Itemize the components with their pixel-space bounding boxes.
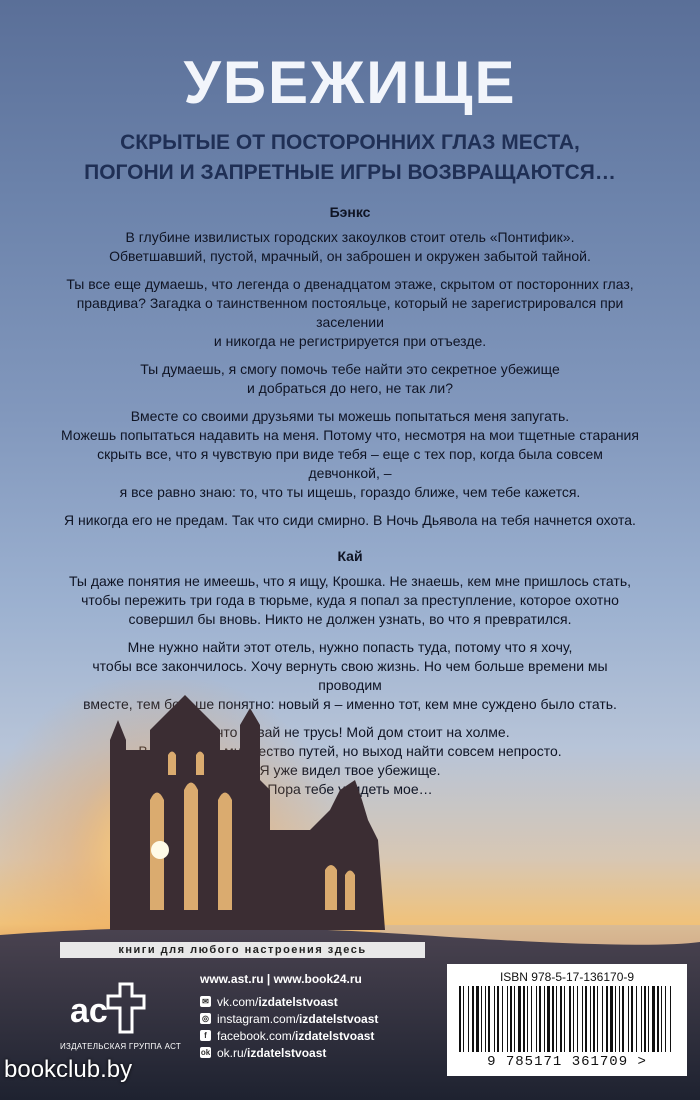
barcode-bar [593, 986, 595, 1052]
watermark: bookclub.by [4, 1056, 133, 1083]
barcode-bar [597, 986, 598, 1052]
vk-icon: ✉ [200, 996, 211, 1007]
blurb-line: совершил бы вновь. Никто не должен узнать, во что я превратился. [128, 611, 572, 627]
isbn-text: ISBN 978-5-17-136170-9 [499, 970, 635, 984]
blurb-line: Вместе со своими друзьями ты можешь попытаться меня запугать. [130, 408, 570, 424]
blurb-line: чтобы пережить три года в тюрьме, куда я попал за преступление, которое охотно [81, 592, 619, 608]
barcode-bar [502, 986, 503, 1052]
social-handle: izdatelstvoast [299, 1011, 379, 1026]
barcode-bar [518, 986, 521, 1052]
blurb-line: чтобы все закончилось. Хочу вернуть свою жизнь. Но чем больше времени мы [92, 658, 608, 674]
barcode-bar [652, 986, 655, 1052]
barcode-bar [523, 986, 525, 1052]
barcode-bar [485, 986, 486, 1052]
social-link-facebook[interactable] [200, 1027, 430, 1044]
blurb-paragraph [60, 407, 640, 502]
blurb-line: Можешь попытаться надавить на меня. Потому что, несмотря на мои тщетные старания [61, 427, 639, 443]
barcode [459, 986, 675, 1052]
barcode-panel [447, 964, 687, 1076]
instagram-icon: ◎ [200, 1013, 211, 1024]
blurb-paragraph [60, 360, 640, 398]
barcode-bar [472, 986, 474, 1052]
logo-text: ac [70, 992, 108, 1030]
blurb-line: скрыть все, что я чувствую при виде тебя – еще с тех пор, когда была совсем девчонкой, – [97, 446, 603, 481]
subtitle-line: ПОГОНИ И ЗАПРЕТНЫЕ ИГРЫ ВОЗВРАЩАЮТСЯ… [84, 161, 616, 184]
barcode-bar [569, 986, 571, 1052]
barcode-bar [497, 986, 499, 1052]
barcode-bar [615, 986, 616, 1052]
barcode-bar [670, 986, 671, 1052]
subtitle-line: СКРЫТЫЕ ОТ ПОСТОРОННИХ ГЛАЗ МЕСТА, [120, 131, 580, 154]
barcode-bar [556, 986, 557, 1052]
barcode-bar [628, 986, 629, 1052]
section-heading-banks: Бэнкс [329, 204, 371, 220]
barcode-bar [527, 986, 528, 1052]
barcode-bar [468, 986, 469, 1052]
barcode-bar [606, 986, 608, 1052]
publisher-caption: ИЗДАТЕЛЬСКАЯ ГРУППА АСТ [60, 1042, 182, 1051]
barcode-bar [560, 986, 562, 1052]
social-link-vk[interactable] [200, 993, 430, 1010]
barcode-bar [622, 986, 624, 1052]
blurb-line: и добраться до него, не так ли? [246, 380, 454, 396]
subtitle [0, 128, 700, 188]
blurb-line: Я никогда его не предам. Так что сиди смирно. В Ночь Дьявола на тебя начнется охота. [64, 512, 636, 528]
blurb-paragraph [60, 572, 640, 629]
barcode-bar [585, 986, 587, 1052]
barcode-bar [577, 986, 578, 1052]
facebook-icon: f [200, 1030, 211, 1041]
websites[interactable]: www.ast.ru | www.book24.ru [200, 972, 362, 986]
barcode-bar [544, 986, 545, 1052]
blurb-line: Ты думаешь, я смогу помочь тебе найти это секретное убежище [140, 361, 560, 377]
barcode-bar [536, 986, 537, 1052]
tagline-strip: книги для любого настроения здесь [60, 942, 425, 958]
social-handle: izdatelstvoast [295, 1028, 375, 1043]
barcode-bar [507, 986, 508, 1052]
social-prefix: instagram.com/ [217, 1011, 300, 1026]
barcode-bar [539, 986, 541, 1052]
blurb-line: и никогда не регистрируется при отъезде. [213, 333, 487, 349]
blurb-line: Ты все еще думаешь, что легенда о двенадцатом этаже, скрытом от посторонних глаз, [66, 276, 634, 292]
barcode-bar [573, 986, 574, 1052]
barcode-bar [602, 986, 603, 1052]
barcode-bar [665, 986, 666, 1052]
social-link-ok[interactable] [200, 1044, 430, 1061]
barcode-bar [631, 986, 633, 1052]
social-prefix: facebook.com/ [217, 1028, 296, 1043]
barcode-bar [494, 986, 495, 1052]
ast-logo [68, 978, 148, 1038]
odnoklassniki-icon: ok [200, 1048, 211, 1057]
barcode-number: 9 785171 361709 > [487, 1054, 647, 1070]
barcode-bar [481, 986, 482, 1052]
blurb-line: В глубине извилистых городских закоулков стоит отель «Понтифик». [125, 229, 575, 245]
barcode-bar [510, 986, 512, 1052]
barcode-bar [610, 986, 613, 1052]
social-link-instagram[interactable] [200, 1010, 430, 1027]
blurb-line: Мне нужно найти этот отель, нужно попасть туда, потому что я хочу, [127, 639, 573, 655]
barcode-bar [636, 986, 637, 1052]
barcode-bar [648, 986, 649, 1052]
barcode-bar [582, 986, 583, 1052]
blurb-line: Обветшавший, пустой, мрачный, он заброшен и окружен забытой тайной. [109, 248, 591, 264]
blurb-line: правдива? Загадка о таинственном постояльце, который не зарегистрировался при заселении [76, 295, 624, 330]
barcode-bar [661, 986, 662, 1052]
barcode-bar [463, 986, 464, 1052]
barcode-bar [547, 986, 550, 1052]
section-heading-kai: Кай [337, 548, 363, 564]
social-links [200, 993, 430, 1061]
barcode-bar [619, 986, 620, 1052]
barcode-bar [552, 986, 554, 1052]
blurb-line: я все равно знаю: то, что ты ищешь, гораздо ближе, чем тебе кажется. [119, 484, 581, 500]
barcode-bar [459, 986, 461, 1052]
barcode-bar [641, 986, 642, 1052]
barcode-bar [564, 986, 565, 1052]
social-handle: izdatelstvoast [247, 1045, 327, 1060]
barcode-bar [488, 986, 490, 1052]
barcode-bar [514, 986, 515, 1052]
social-prefix: vk.com/ [217, 994, 259, 1009]
book-title: УБЕЖИЩЕ [183, 49, 517, 116]
social-prefix: ok.ru/ [217, 1045, 248, 1060]
social-handle: izdatelstvoast [258, 994, 338, 1009]
blurb-paragraph [60, 228, 640, 266]
barcode-bar [531, 986, 532, 1052]
blurb-paragraph [60, 511, 640, 530]
barcode-bar [590, 986, 591, 1052]
blurb-paragraph [60, 275, 640, 351]
barcode-bar [644, 986, 646, 1052]
barcode-bar [476, 986, 479, 1052]
barcode-bar [657, 986, 659, 1052]
blurb-line: Ты даже понятия не имеешь, что я ищу, Крошка. Не знаешь, кем мне пришлось стать, [69, 573, 631, 589]
